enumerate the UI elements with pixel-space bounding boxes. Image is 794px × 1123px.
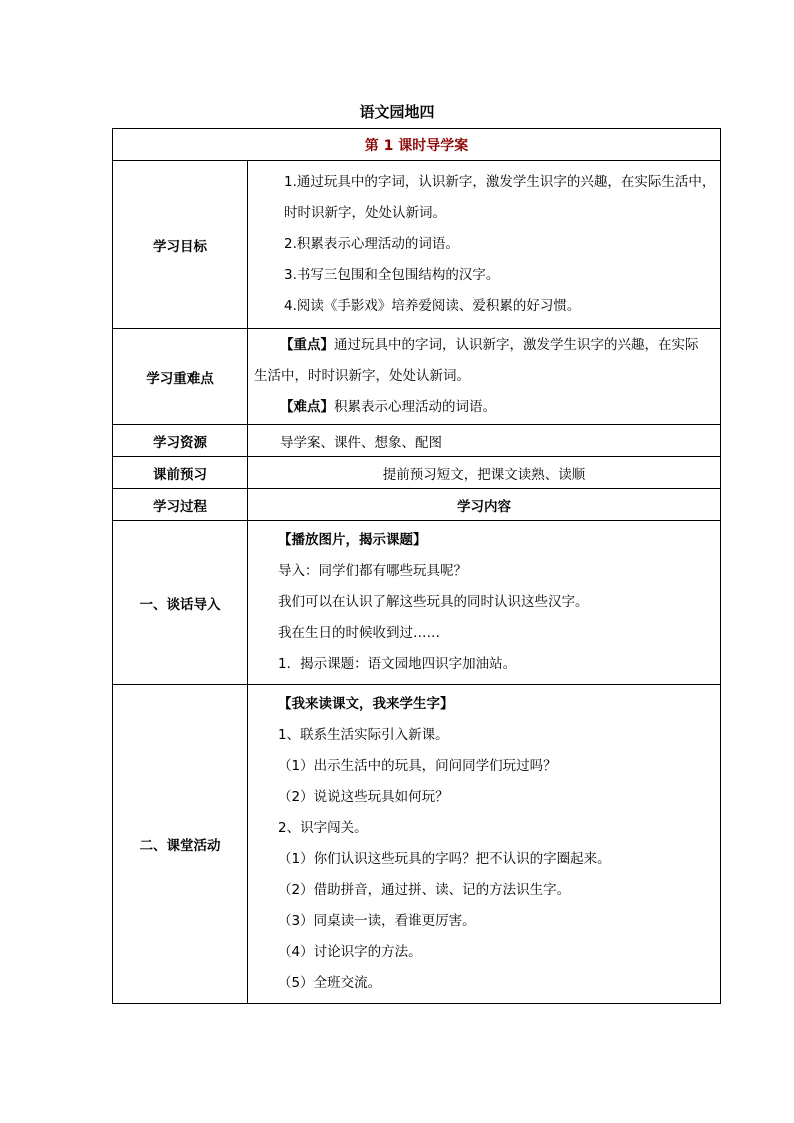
key-point-line bbox=[254, 330, 714, 361]
difficult-tag: 【难点】 bbox=[280, 399, 334, 415]
key-points-row bbox=[113, 329, 721, 425]
subtitle-row bbox=[113, 129, 721, 161]
difficult-text: 积累表示心理活动的词语。 bbox=[334, 399, 496, 415]
section1-label: 一、谈话导入 bbox=[113, 521, 248, 685]
key-point-line: 生活中，时时识新字，处处认新词。 bbox=[254, 368, 470, 384]
document-title: 语文园地四 bbox=[359, 103, 435, 121]
section2-content bbox=[248, 685, 721, 1004]
preview-value: 提前预习短文，把课文读熟、读顺 bbox=[248, 457, 721, 489]
difficult-point-line bbox=[254, 392, 714, 423]
section1-line: 我们可以在认识了解这些玩具的同时认识这些汉字。 bbox=[278, 594, 589, 610]
section2-line: （2）借助拼音，通过拼、读、记的方法识生字。 bbox=[278, 882, 571, 898]
key-text: 通过玩具中的字词，认识新字，激发学生识字的兴趣，在实际 bbox=[334, 337, 699, 353]
preview-row bbox=[113, 457, 721, 489]
section2-label: 二、课堂活动 bbox=[113, 685, 248, 1004]
section2-line: （5）全班交流。 bbox=[278, 975, 382, 991]
section1-content bbox=[248, 521, 721, 685]
goal-line: 3.书写三包围和全包围结构的汉字。 bbox=[284, 267, 500, 283]
section2-row bbox=[113, 685, 721, 1004]
section1-heading: 【播放图片，揭示课题】 bbox=[278, 532, 427, 548]
goal-line: 时时识新字，处处认新词。 bbox=[284, 205, 446, 221]
goals-label: 学习目标 bbox=[113, 161, 248, 329]
section2-line: 2、识字闯关。 bbox=[278, 820, 368, 836]
goal-line: 4.阅读《手影戏》培养爱阅读、爱积累的好习惯。 bbox=[284, 298, 581, 314]
process-header-left: 学习过程 bbox=[113, 489, 248, 521]
section2-heading: 【我来读课文，我来学生字】 bbox=[278, 696, 454, 712]
key-points-content bbox=[248, 329, 721, 425]
goal-line: 2.积累表示心理活动的词语。 bbox=[284, 236, 459, 252]
section2-line: 1、联系生活实际引入新课。 bbox=[278, 727, 449, 743]
resources-value: 导学案、课件、想象、配图 bbox=[248, 425, 721, 457]
goals-row bbox=[113, 161, 721, 329]
lesson-plan-table bbox=[112, 128, 721, 1004]
section2-line: （3）同桌读一读，看谁更厉害。 bbox=[278, 913, 476, 929]
section1-line: 我在生日的时候收到过…… bbox=[278, 625, 440, 641]
section2-line: （2）说说这些玩具如何玩？ bbox=[278, 789, 449, 805]
goal-line: 1.通过玩具中的字词，认识新字，激发学生识字的兴趣，在实际生活中， bbox=[284, 174, 716, 190]
process-header-row bbox=[113, 489, 721, 521]
section2-line: （1）你们认识这些玩具的字吗？把不认识的字圈起来。 bbox=[278, 851, 611, 867]
key-points-label: 学习重难点 bbox=[113, 329, 248, 425]
process-header-right: 学习内容 bbox=[248, 489, 721, 521]
resources-row bbox=[113, 425, 721, 457]
goals-content bbox=[248, 161, 721, 329]
section1-line: 导入：同学们都有哪些玩具呢？ bbox=[278, 563, 467, 579]
lesson-subtitle: 第 1 课时导学案 bbox=[113, 129, 721, 161]
section2-line: （1）出示生活中的玩具，问问同学们玩过吗？ bbox=[278, 758, 557, 774]
section1-line: 1．揭示课题：语文园地四识字加油站。 bbox=[278, 656, 517, 672]
resources-label: 学习资源 bbox=[113, 425, 248, 457]
key-tag: 【重点】 bbox=[280, 337, 334, 353]
section2-line: （4）讨论识字的方法。 bbox=[278, 944, 422, 960]
section1-row bbox=[113, 521, 721, 685]
preview-label: 课前预习 bbox=[113, 457, 248, 489]
